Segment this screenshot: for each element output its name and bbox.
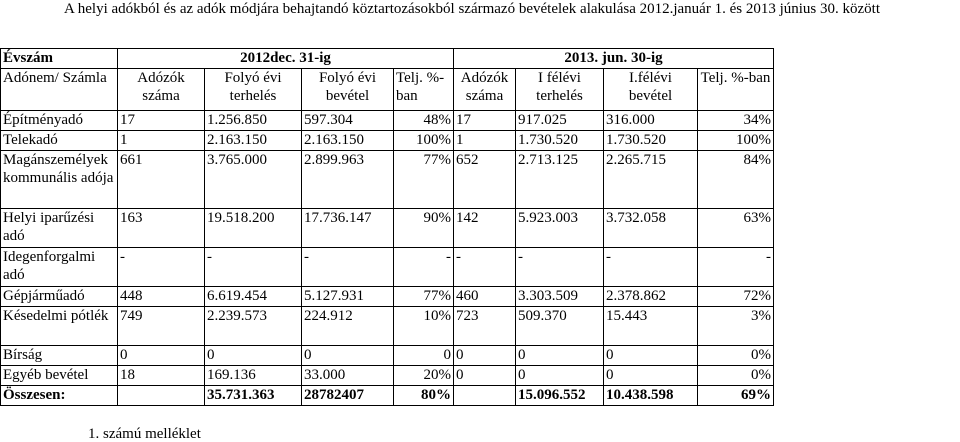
header-row-columns (1, 69, 774, 111)
table-cell: 17.736.147 (302, 209, 394, 248)
table-cell: 3.303.509 (516, 287, 604, 307)
table-cell: 3.765.000 (205, 151, 302, 209)
table-row (1, 209, 774, 248)
table-cell: 0% (698, 346, 774, 366)
table-cell: 10.438.598 (604, 386, 698, 406)
table-cell: 0 (516, 346, 604, 366)
table-cell: 69% (698, 386, 774, 406)
table-cell: 100% (394, 131, 454, 151)
table-cell: 0 (516, 366, 604, 386)
table-cell: - (698, 248, 774, 287)
title-text: A helyi adókból és az adók módjára behajtandó köztartozásokból származó bevételek alakulása 2012.január 1. és 2013 június 30. között (64, 1, 880, 17)
table-cell: 169.136 (205, 366, 302, 386)
row-label: Magánszemélyek kommunális adója (1, 151, 118, 209)
table-cell: - (604, 248, 698, 287)
row-label: Késedelmi pótlék (1, 307, 118, 346)
table-cell: - (302, 248, 394, 287)
table-cell: 3.732.058 (604, 209, 698, 248)
row-label: Összesen: (1, 386, 118, 406)
table-cell: 224.912 (302, 307, 394, 346)
table-cell: - (394, 248, 454, 287)
table-cell: 63% (698, 209, 774, 248)
row-label: Egyéb bevétel (1, 366, 118, 386)
table-cell: 316.000 (604, 111, 698, 131)
col-header-charge-2013: I félévi terhelés (516, 69, 604, 111)
revenue-table (0, 48, 774, 406)
table-cell: - (118, 248, 205, 287)
table-cell: 917.025 (516, 111, 604, 131)
table-cell: 90% (394, 209, 454, 248)
table-row (1, 287, 774, 307)
table-cell: 2.163.150 (302, 131, 394, 151)
col-header-percent-2013: Telj. %-ban (698, 69, 774, 111)
table-row (1, 131, 774, 151)
table-cell: 6.619.454 (205, 287, 302, 307)
period-2013: 2013. jun. 30-ig (454, 49, 774, 69)
table-cell: 48% (394, 111, 454, 131)
table-cell: 0% (698, 366, 774, 386)
table-cell: 2.163.150 (205, 131, 302, 151)
table-cell: 1.730.520 (604, 131, 698, 151)
table-cell: 2.265.715 (604, 151, 698, 209)
table-cell: 2.378.862 (604, 287, 698, 307)
table-cell: 20% (394, 366, 454, 386)
row-label: Telekadó (1, 131, 118, 151)
table-cell: 77% (394, 287, 454, 307)
table-cell: 72% (698, 287, 774, 307)
table-row (1, 346, 774, 366)
table-cell: 84% (698, 151, 774, 209)
table-cell: 448 (118, 287, 205, 307)
table-cell: 80% (394, 386, 454, 406)
table-row (1, 386, 774, 406)
table-cell: 2.713.125 (516, 151, 604, 209)
table-cell: 28782407 (302, 386, 394, 406)
table-row (1, 111, 774, 131)
table-body (1, 111, 774, 406)
table-cell: 0 (604, 346, 698, 366)
table-cell: 0 (604, 366, 698, 386)
table-cell: 597.304 (302, 111, 394, 131)
col-header-tax-type: Adónem/ Számla (1, 69, 118, 111)
table-cell: 509.370 (516, 307, 604, 346)
table-cell: 749 (118, 307, 205, 346)
table-row (1, 248, 774, 287)
table-cell: 1 (118, 131, 205, 151)
table-cell: 19.518.200 (205, 209, 302, 248)
row-label: Idegenforgalmi adó (1, 248, 118, 287)
table-cell: 17 (454, 111, 516, 131)
table-row (1, 151, 774, 209)
table-cell: 0 (394, 346, 454, 366)
table-cell: 460 (454, 287, 516, 307)
table-cell: 17 (118, 111, 205, 131)
col-header-revenue-2013: I.félévi bevétel (604, 69, 698, 111)
table-cell: 77% (394, 151, 454, 209)
table-cell: 5.127.931 (302, 287, 394, 307)
table-cell: 34% (698, 111, 774, 131)
table-cell: 1 (454, 131, 516, 151)
table-cell (118, 386, 205, 406)
year-label: Évszám (1, 49, 118, 69)
col-header-taxpayers-2012: Adózók száma (118, 69, 205, 111)
table-cell: 163 (118, 209, 205, 248)
row-label: Bírság (1, 346, 118, 366)
table-cell: 0 (118, 346, 205, 366)
table-cell: 15.096.552 (516, 386, 604, 406)
table-cell: 0 (454, 366, 516, 386)
table-row (1, 307, 774, 346)
table-cell: 33.000 (302, 366, 394, 386)
table-cell: 652 (454, 151, 516, 209)
table-row (1, 366, 774, 386)
col-header-charge-2012: Folyó évi terhelés (205, 69, 302, 111)
col-header-percent-2012: Telj. %-ban (394, 69, 454, 111)
table-cell: 5.923.003 (516, 209, 604, 248)
table-cell: - (516, 248, 604, 287)
table-cell: 18 (118, 366, 205, 386)
appendix-note: 1. számú melléklet (88, 426, 201, 442)
table-cell: 10% (394, 307, 454, 346)
row-label: Gépjárműadó (1, 287, 118, 307)
table-cell: - (205, 248, 302, 287)
row-label: Építményadó (1, 111, 118, 131)
table-cell: 1.730.520 (516, 131, 604, 151)
table-cell: 723 (454, 307, 516, 346)
table-cell: 0 (454, 346, 516, 366)
table-cell: 35.731.363 (205, 386, 302, 406)
table-cell: 2.239.573 (205, 307, 302, 346)
table-cell: 2.899.963 (302, 151, 394, 209)
table-cell: 0 (302, 346, 394, 366)
table-cell: 15.443 (604, 307, 698, 346)
table-cell: 0 (205, 346, 302, 366)
col-header-revenue-2012: Folyó évi bevétel (302, 69, 394, 111)
table-cell (454, 386, 516, 406)
table-cell: 1.256.850 (205, 111, 302, 131)
table-cell: 3% (698, 307, 774, 346)
row-label: Helyi iparűzési adó (1, 209, 118, 248)
table-cell: 142 (454, 209, 516, 248)
header-row-years (1, 49, 774, 69)
table-cell: 661 (118, 151, 205, 209)
table-cell: - (454, 248, 516, 287)
col-header-taxpayers-2013: Adózók száma (454, 69, 516, 111)
period-2012: 2012dec. 31-ig (118, 49, 454, 69)
table-cell: 100% (698, 131, 774, 151)
